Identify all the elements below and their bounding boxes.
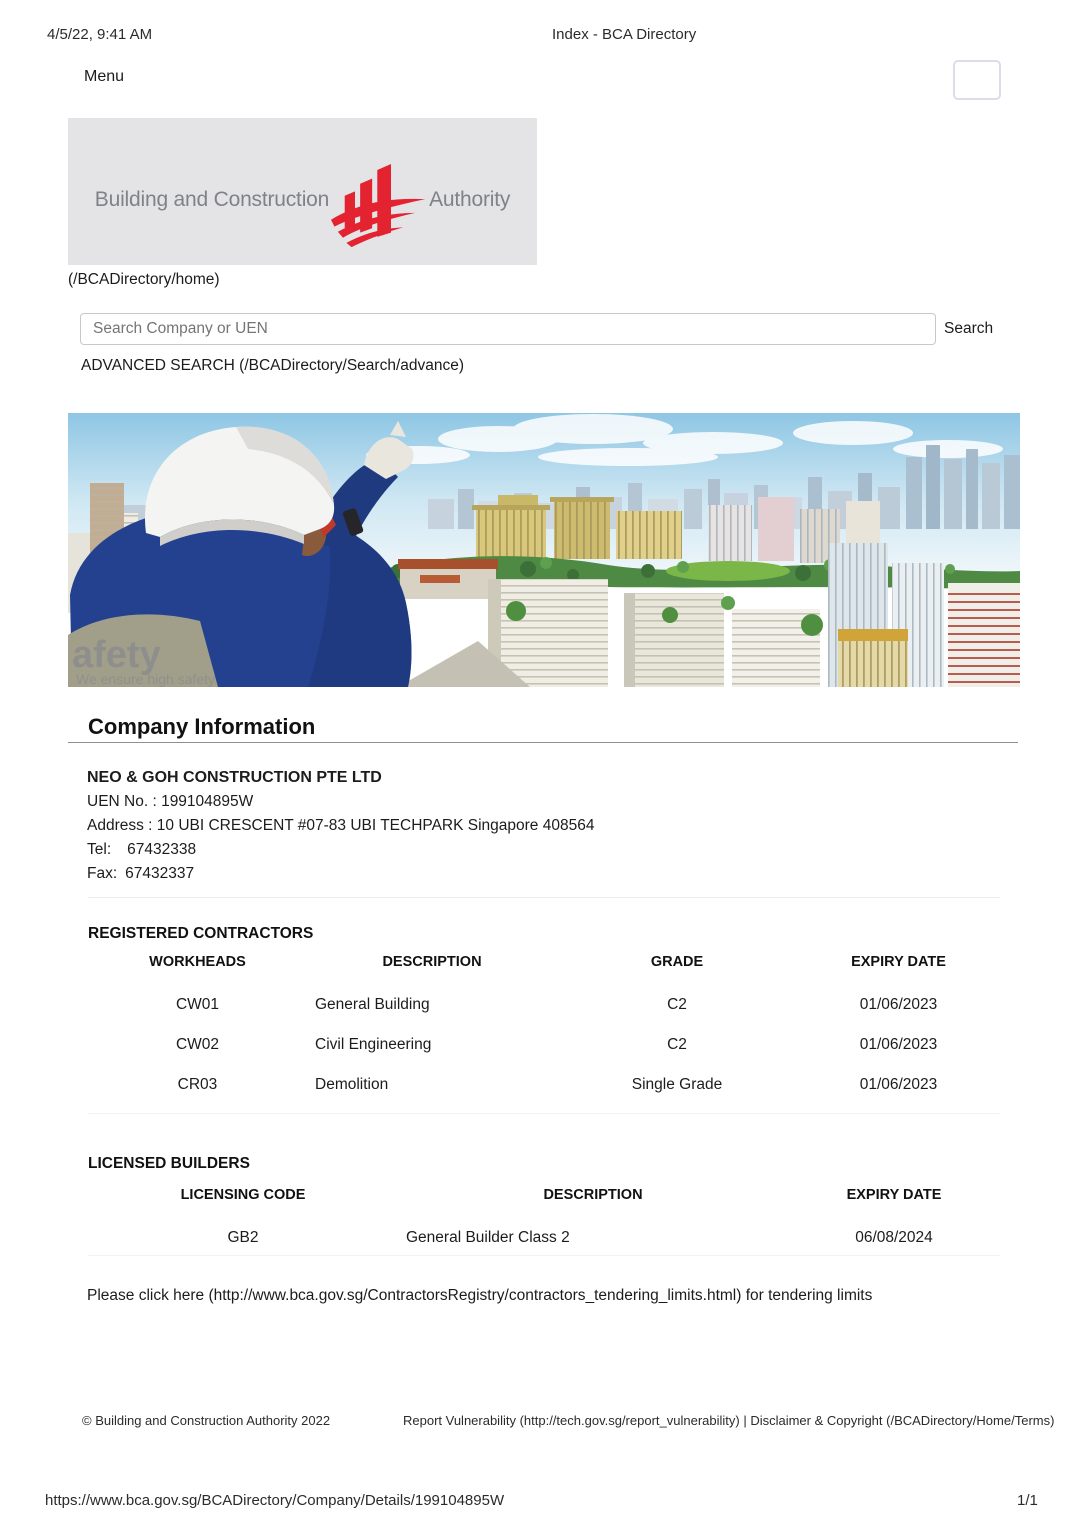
- cell-description: Demolition: [315, 1076, 389, 1093]
- print-page-number: 1/1: [1017, 1492, 1038, 1509]
- cell-description: General Building: [315, 996, 430, 1013]
- divider: [88, 1113, 1000, 1114]
- col-header: DESCRIPTION: [382, 954, 482, 970]
- divider: [88, 1255, 1000, 1256]
- search-input[interactable]: [80, 313, 936, 345]
- col-header: LICENSING CODE: [180, 1187, 306, 1203]
- cell-expiry: 01/06/2023: [859, 1076, 938, 1093]
- col-header: GRADE: [650, 954, 704, 970]
- print-datetime: 4/5/22, 9:41 AM: [47, 26, 153, 43]
- logo-text-left: Building and Construction: [94, 187, 330, 211]
- cell-grade: C2: [667, 1036, 687, 1053]
- cell-description: Civil Engineering: [315, 1036, 432, 1053]
- bca-logo-banner[interactable]: [68, 118, 537, 265]
- fax-label: Fax:: [87, 865, 118, 882]
- table-header-row: [88, 950, 1000, 994]
- hero-overlay-title: afety: [72, 634, 161, 676]
- tendering-limits-link[interactable]: Please click here (http://www.bca.gov.sg/ContractorsRegistry/contractors_tendering_limits.html) for tendering limits: [87, 1287, 873, 1304]
- col-header: WORKHEADS: [149, 954, 246, 970]
- col-header: DESCRIPTION: [543, 1187, 643, 1203]
- hero-overlay-subtitle: We ensure high safety: [76, 671, 216, 687]
- table-row: [88, 1227, 1000, 1267]
- table-row: [88, 1074, 1000, 1114]
- print-doc-title: Index - BCA Directory: [552, 26, 697, 43]
- cell-grade: C2: [667, 996, 687, 1013]
- bca-logo-icon: [331, 150, 427, 250]
- table-row: [88, 994, 1000, 1034]
- table-header-row: [88, 1183, 1000, 1227]
- hero-image: [68, 413, 1020, 687]
- company-tel: [87, 838, 594, 862]
- search-button[interactable]: Search: [944, 320, 994, 337]
- advanced-search-link[interactable]: ADVANCED SEARCH (/BCADirectory/Search/advance): [81, 357, 465, 374]
- divider: [88, 897, 1000, 898]
- cell-licensing-code: GB2: [227, 1229, 259, 1246]
- empty-image-placeholder-box[interactable]: [953, 60, 1001, 100]
- tel-value: 67432338: [127, 841, 197, 858]
- bca-logo-row: [95, 150, 510, 250]
- col-header: EXPIRY DATE: [851, 954, 946, 970]
- cell-workhead: CR03: [177, 1076, 218, 1093]
- cell-expiry: 01/06/2023: [859, 1036, 938, 1053]
- logo-text-right: Authority: [429, 187, 511, 211]
- company-uen: UEN No. : 199104895W: [87, 793, 254, 810]
- print-url: https://www.bca.gov.sg/BCADirectory/Company/Details/199104895W: [45, 1492, 505, 1509]
- cell-grade: Single Grade: [631, 1076, 723, 1093]
- company-address: Address : 10 UBI CRESCENT #07-83 UBI TECHPARK Singapore 408564: [87, 817, 595, 834]
- cell-expiry: 06/08/2024: [855, 1229, 933, 1246]
- cell-description: General Builder Class 2: [406, 1229, 570, 1246]
- menu-button[interactable]: Menu: [84, 68, 125, 85]
- cell-expiry: 01/06/2023: [859, 996, 938, 1013]
- registered-contractors-table: [88, 950, 1000, 1114]
- cell-workhead: CW02: [175, 1036, 220, 1053]
- company-details: [87, 766, 594, 886]
- tel-label: Tel:: [87, 841, 112, 858]
- footer-links[interactable]: Report Vulnerability (http://tech.gov.sg/report_vulnerability) | Disclaimer & Copyright (/BCADirectory/Home/Terms): [403, 1413, 1055, 1428]
- section-rule: [68, 742, 1018, 743]
- footer-copyright: © Building and Construction Authority 2022: [82, 1413, 331, 1428]
- col-header: EXPIRY DATE: [846, 1187, 942, 1203]
- licensed-builders-title: LICENSED BUILDERS: [88, 1155, 250, 1172]
- company-name: NEO & GOH CONSTRUCTION PTE LTD: [87, 769, 382, 786]
- company-information-title: Company Information: [88, 714, 316, 739]
- company-fax: [87, 862, 594, 886]
- fax-value: 67432337: [125, 865, 195, 882]
- cell-workhead: CW01: [175, 996, 220, 1013]
- home-link[interactable]: (/BCADirectory/home): [68, 271, 220, 288]
- table-row: [88, 1034, 1000, 1074]
- registered-contractors-title: REGISTERED CONTRACTORS: [88, 925, 314, 942]
